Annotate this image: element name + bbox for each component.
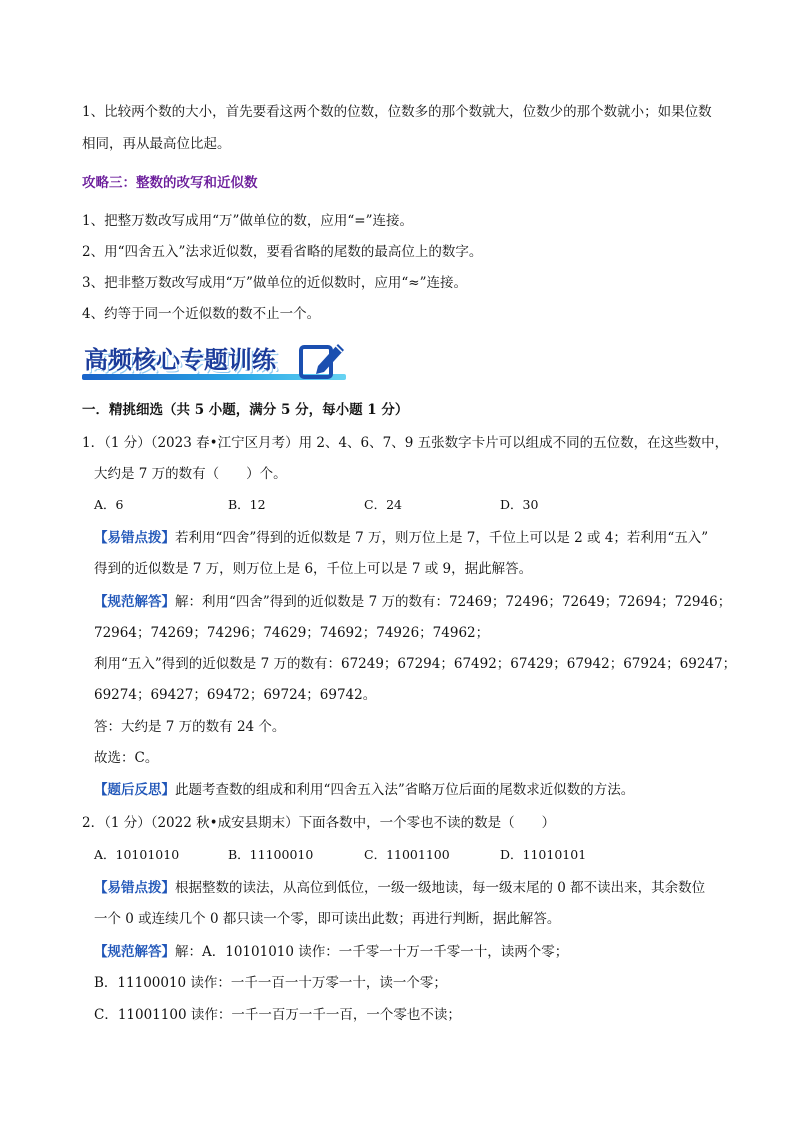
rule1-line1: 1、比较两个数的大小，首先要看这两个数的位数，位数多的那个数就大，位数少的那个数就小；如果位数 xyxy=(82,104,712,120)
rule1-line2: 相同，再从最高位比起。 xyxy=(82,136,231,152)
q1-answer-line2: 72964；74269；74296；74629；74692；74926；74962； xyxy=(94,625,490,641)
q1-answer-text: 解：利用“四舍”得到的近似数是 7 万的数有：72469；72496；72649；72694；72946； xyxy=(175,594,732,610)
q1-answer-line3: 利用“五入”得到的近似数是 7 万的数有：67249；67294；67492；67429；67942；67924；69247； xyxy=(94,656,737,672)
strategy3-item-1: 1、把整万数改写成用“万”做单位的数，应用“=”连接。 xyxy=(82,213,414,229)
strategy3-item-4: 4、约等于同一个近似数的数不止一个。 xyxy=(82,306,321,322)
q2-option-c: C．11001100 xyxy=(364,847,450,862)
q1-option-c: C．24 xyxy=(364,497,402,512)
q2-option-a: A．10101010 xyxy=(94,847,180,862)
q1-answer-line1 xyxy=(94,593,731,611)
q1-answer-line4: 69274；69427；69472；69724；69742。 xyxy=(94,687,377,703)
strategy3-item-3: 3、把非整万数改写成用“万”做单位的近似数时，应用“≈”连接。 xyxy=(82,275,468,291)
pencil-square-icon xyxy=(298,338,346,382)
training-banner xyxy=(82,338,348,388)
q2-answer-label: 【规范解答】 xyxy=(94,944,175,960)
banner-title: 高频核心专题训练 xyxy=(84,346,276,374)
q2-answer-text: 解：A．10101010 读作：一千零一十万一千零一十，读两个零； xyxy=(175,944,569,960)
q2-tip-line1 xyxy=(94,879,705,897)
q2-tip-label: 【易错点拨】 xyxy=(94,880,175,896)
q1-answer-line5: 答：大约是 7 万的数有 24 个。 xyxy=(94,719,286,735)
q1-reflection xyxy=(94,781,634,799)
strategy3-heading: 攻略三：整数的改写和近似数 xyxy=(82,175,258,191)
q2-tip-line2: 一个 0 或连续几个 0 都只读一个零，即可读出此数；再进行判断，据此解答。 xyxy=(94,911,561,927)
q2-option-d: D．11010101 xyxy=(500,847,587,862)
section-heading: 一．精挑细选（共 5 小题，满分 5 分，每小题 1 分） xyxy=(82,402,409,418)
q2-option-b: B．11100010 xyxy=(228,847,314,862)
q1-answer-line6: 故选：C。 xyxy=(94,750,159,766)
q1-tip-line2: 得到的近似数是 7 万，则万位上是 6，千位上可以是 7 或 9，据此解答。 xyxy=(94,561,533,577)
q1-tip-label: 【易错点拨】 xyxy=(94,530,175,546)
q2-answer-line2: B．11100010 读作：一千一百一十万零一十，读一个零； xyxy=(94,975,447,991)
q1-answer-label: 【规范解答】 xyxy=(94,594,175,610)
q1-stem-line2: 大约是 7 万的数有（ ）个。 xyxy=(94,466,287,482)
q1-reflect-label: 【题后反思】 xyxy=(94,782,175,798)
q1-stem-line1: 1．（1 分）（2023 春•江宁区月考）用 2、4、6、7、9 五张数字卡片可以组成不同的五位数，在这些数中， xyxy=(82,435,729,451)
strategy3-item-2: 2、用“四舍五入”法求近似数，要看省略的尾数的最高位上的数字。 xyxy=(82,244,483,260)
q1-tip-text: 若利用“四舍”得到的近似数是 7 万，则万位上是 7，千位上可以是 2 或 4；若利用“五入” xyxy=(175,530,709,546)
q2-tip-text: 根据整数的读法，从高位到低位，一级一级地读，每一级末尾的 0 都不读出来，其余数位 xyxy=(175,880,706,896)
q1-reflect-text: 此题考查数的组成和利用“四舍五入法”省略万位后面的尾数求近似数的方法。 xyxy=(175,782,635,798)
q1-tip-line1 xyxy=(94,529,708,547)
q1-option-a: A．6 xyxy=(94,497,124,512)
q2-answer-line3: C．11001100 读作：一千一百万一千一百，一个零也不读； xyxy=(94,1007,461,1023)
q2-stem: 2．（1 分）（2022 秋•成安县期末）下面各数中，一个零也不读的数是（ ） xyxy=(82,815,556,831)
q1-option-b: B．12 xyxy=(228,497,266,512)
q2-answer-line1 xyxy=(94,943,568,961)
q1-option-d: D．30 xyxy=(500,497,539,512)
